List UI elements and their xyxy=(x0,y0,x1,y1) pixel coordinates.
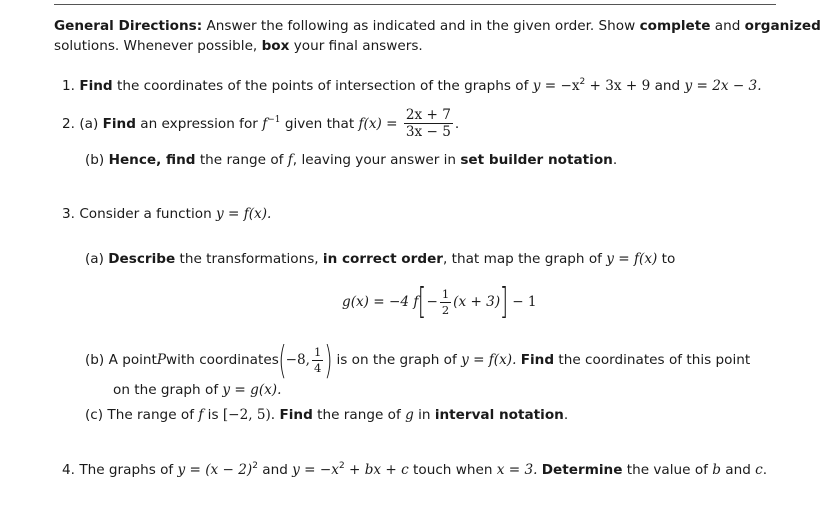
q2a-f-inverse-exp: −1 xyxy=(267,114,281,125)
directions-line-1 xyxy=(54,18,821,34)
q2a-denominator: 3x − 5 xyxy=(405,124,451,141)
q3c-label: (c) xyxy=(85,407,104,423)
q1-verb: Find xyxy=(79,78,113,94)
q2b-f: f xyxy=(287,152,293,168)
q3b-line2-text: on the graph of xyxy=(113,382,223,398)
question-3-intro xyxy=(62,206,271,222)
q2b-verb: Hence, find xyxy=(108,152,196,168)
q2a-fraction xyxy=(404,108,453,140)
q3a-correct-order: in correct order xyxy=(322,251,444,267)
left-bracket: [ xyxy=(418,281,427,322)
q3c-range: [−2, 5). xyxy=(222,407,276,423)
question-4 xyxy=(62,462,767,478)
q1-eq1-exp: 2 xyxy=(579,77,586,87)
q2a-numerator: 2x + 7 xyxy=(405,107,451,123)
q2a-text: an expression for xyxy=(135,115,263,132)
q3b-text-2: with coordinates xyxy=(166,352,279,368)
directions-complete: complete xyxy=(639,18,711,34)
q2b-set-builder: set builder notation xyxy=(460,152,613,168)
q3b-eq: y = f(x). xyxy=(461,352,517,368)
q2-number: 2. xyxy=(62,115,75,132)
q2a-given: given that xyxy=(280,115,359,132)
q2b-text: the range of xyxy=(195,152,288,168)
question-3b-line-2 xyxy=(113,382,281,398)
q3-number: 3. xyxy=(62,206,75,222)
q3c-in: in xyxy=(413,407,435,423)
q3a-eq: y = f(x) xyxy=(606,251,658,267)
q3c-interval-notation: interval notation xyxy=(434,407,564,423)
q2a-verb: Find xyxy=(102,115,136,132)
q3b-text-3: is on the graph of xyxy=(332,352,462,368)
g-fraction-den: 2 xyxy=(441,302,450,317)
q4-eq3: x = 3. xyxy=(496,462,538,478)
coord-right-paren: ) xyxy=(324,338,333,382)
q3-intro: Consider a function xyxy=(79,206,217,222)
question-2a xyxy=(62,108,459,140)
q3b-coord-a: −8, xyxy=(285,352,310,368)
q4-eq2-b: + bx + c xyxy=(344,462,409,478)
q3a-text-2: , that map the graph of xyxy=(443,251,607,267)
q3a-verb: Describe xyxy=(108,251,176,267)
q4-and: and xyxy=(257,462,293,478)
q3c-end: . xyxy=(563,407,569,423)
q4-eq1-exp: 2 xyxy=(252,461,258,471)
q3b-text-4: the coordinates of this point xyxy=(554,352,751,368)
directions-and: and xyxy=(710,18,745,34)
q4-eq2-exp: 2 xyxy=(338,461,345,471)
q2a-fx: f(x) = xyxy=(358,115,398,132)
q1-and: and xyxy=(650,78,685,94)
q4-c: c xyxy=(755,462,763,478)
directions-heading: General Directions: xyxy=(54,18,203,34)
q3b-coord-den: 4 xyxy=(313,360,322,375)
g-inner: (x + 3) xyxy=(453,294,501,310)
q3b-coord-fraction xyxy=(312,346,323,373)
q4-eq1: y = (x − 2) xyxy=(177,462,253,478)
question-3b xyxy=(85,340,750,380)
q4-text-3: the value of xyxy=(622,462,713,478)
directions-text-2: solutions. Whenever possible, xyxy=(54,38,262,54)
directions-organized: organized xyxy=(744,18,821,34)
q4-and-2: and xyxy=(720,462,756,478)
q3b-label: (b) xyxy=(85,352,105,368)
g-equation xyxy=(342,282,537,322)
g-fraction-num: 1 xyxy=(441,287,450,302)
top-rule xyxy=(54,4,776,5)
q2a-period: . xyxy=(454,115,460,132)
q3c-g: g xyxy=(405,407,414,423)
q3a-to: to xyxy=(657,251,676,267)
q4-text-2: touch when xyxy=(408,462,497,478)
coord-left-paren: ( xyxy=(278,338,287,382)
question-1 xyxy=(62,78,762,94)
question-3a xyxy=(85,251,675,267)
q4-number: 4. xyxy=(62,462,75,478)
q3a-label: (a) xyxy=(85,251,104,267)
q3b-coord-num: 1 xyxy=(313,345,322,360)
q1-eq1-tail: + 3x + 9 xyxy=(585,78,651,94)
q3b-P: P xyxy=(156,352,167,368)
q3b-line2-eq: y = g(x). xyxy=(222,382,282,398)
q3c-verb: Find xyxy=(279,407,313,423)
q3c-f: f xyxy=(198,407,204,423)
g-lhs: g(x) = −4 f xyxy=(342,294,419,310)
directions-text-3: your final answers. xyxy=(289,38,423,54)
q1-eq1-rhs: = −x xyxy=(540,78,580,94)
q4-eq2-a: y = −x xyxy=(292,462,339,478)
right-bracket: ] xyxy=(499,281,509,322)
q3-intro-eq: y = f(x). xyxy=(216,206,272,222)
q2a-label: (a) xyxy=(79,115,99,132)
q1-eq2: y = 2x − 3. xyxy=(684,78,762,94)
question-3c xyxy=(85,407,568,423)
q3a-text: the transformations, xyxy=(175,251,323,267)
g-fraction xyxy=(440,288,451,315)
q2a-f-inverse: f xyxy=(262,115,268,132)
question-2b xyxy=(85,152,617,168)
q2b-label: (b) xyxy=(85,152,105,168)
g-tail: − 1 xyxy=(512,294,537,310)
q2b-text-2: , leaving your answer in xyxy=(292,152,461,168)
q1-eq1-lhs: y xyxy=(532,78,541,94)
q3b-verb: Find xyxy=(520,352,555,368)
q4-b: b xyxy=(712,462,721,478)
q4-text: The graphs of xyxy=(79,462,178,478)
q1-number: 1. xyxy=(62,78,75,94)
q3c-is: is xyxy=(203,407,223,423)
directions-text: Answer the following as indicated and in the given order. Show xyxy=(202,18,640,34)
q3c-text: The range of xyxy=(107,407,199,423)
q4-end: . xyxy=(762,462,768,478)
q3c-text-2: the range of xyxy=(312,407,406,423)
directions-line-2 xyxy=(54,38,423,54)
q2b-end: . xyxy=(612,152,618,168)
q3b-text: A point xyxy=(108,352,157,368)
g-minus: − xyxy=(426,294,438,310)
q4-verb: Determine xyxy=(541,462,623,478)
directions-box: box xyxy=(261,38,290,54)
q1-text: the coordinates of the points of intersection of the graphs of xyxy=(112,78,533,94)
